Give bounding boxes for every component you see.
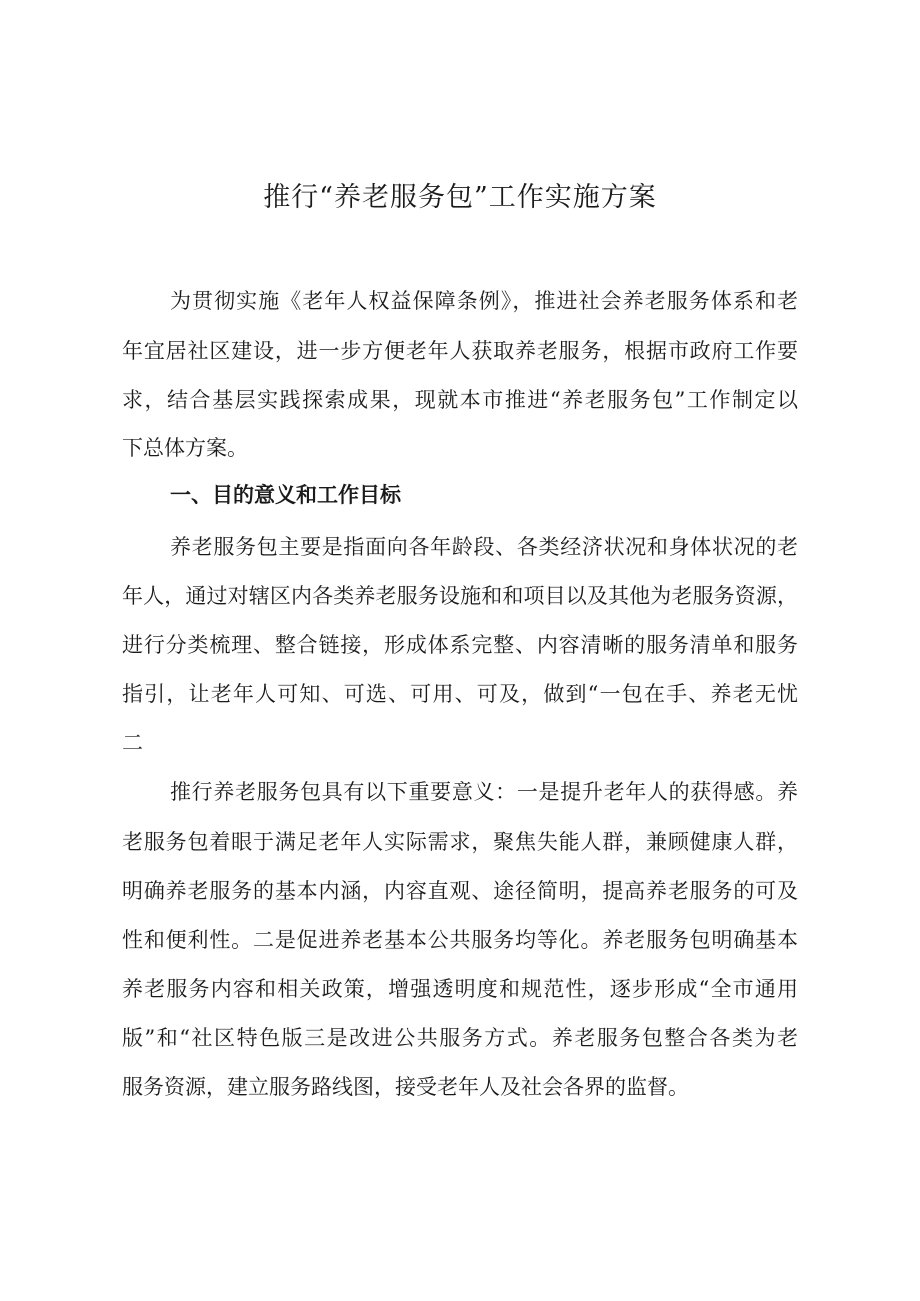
document-title: 推行“养老服务包”工作实施方案 — [263, 182, 657, 213]
paragraph-1-line-2: 年宜居社区建设，进一步方便老年人获取养老服务，根据市政府工作要 — [122, 339, 798, 363]
paragraph-3-line-7: 服务资源，建立服务路线图，接受老年人及社会各界的监督。 — [122, 1075, 689, 1099]
paragraph-3-line-1: 推行养老服务包具有以下重要意义：一是提升老年人的获得感。养 — [170, 780, 798, 804]
paragraph-2-line-1: 养老服务包主要是指面向各年龄段、各类经济状况和身体状况的老 — [170, 535, 798, 559]
paragraph-2-line-4: 指引，让老年人可知、可选、可用、可及，做到“一包在手、养老无忧 — [122, 682, 798, 706]
paragraph-1-line-3: 求，结合基层实践探索成果，现就本市推进“养老服务包”工作制定以 — [122, 388, 798, 412]
paragraph-3-line-2: 老服务包着眼于满足老年人实际需求，聚焦失能人群，兼顾健康人群， — [122, 830, 798, 854]
paragraph-3-line-6: 版”和“社区特色版三是改进公共服务方式。养老服务包整合各类为老 — [122, 1026, 798, 1050]
paragraph-2-line-2: 年人，通过对辖区内各类养老服务设施和和项目以及其他为老服务资源， — [122, 584, 798, 608]
paragraph-2-line-5: 二 — [122, 731, 143, 755]
paragraph-3-line-4: 性和便利性。二是促进养老基本公共服务均等化。养老服务包明确基本 — [122, 928, 798, 952]
paragraph-2-line-3: 进行分类梳理、整合链接，形成体系完整、内容清晰的服务清单和服务 — [122, 633, 798, 657]
paragraph-1-line-1: 为贯彻实施《老年人权益保障条例》，推进社会养老服务体系和老 — [170, 289, 798, 313]
section-heading-1: 一、目的意义和工作目标 — [170, 483, 401, 507]
paragraph-1-line-4: 下总体方案。 — [122, 436, 248, 460]
paragraph-3-line-5: 养老服务内容和相关政策，增强透明度和规范性，逐步形成“全市通用 — [122, 977, 798, 1001]
paragraph-3-line-3: 明确养老服务的基本内涵，内容直观、途径简明，提高养老服务的可及 — [122, 879, 798, 903]
